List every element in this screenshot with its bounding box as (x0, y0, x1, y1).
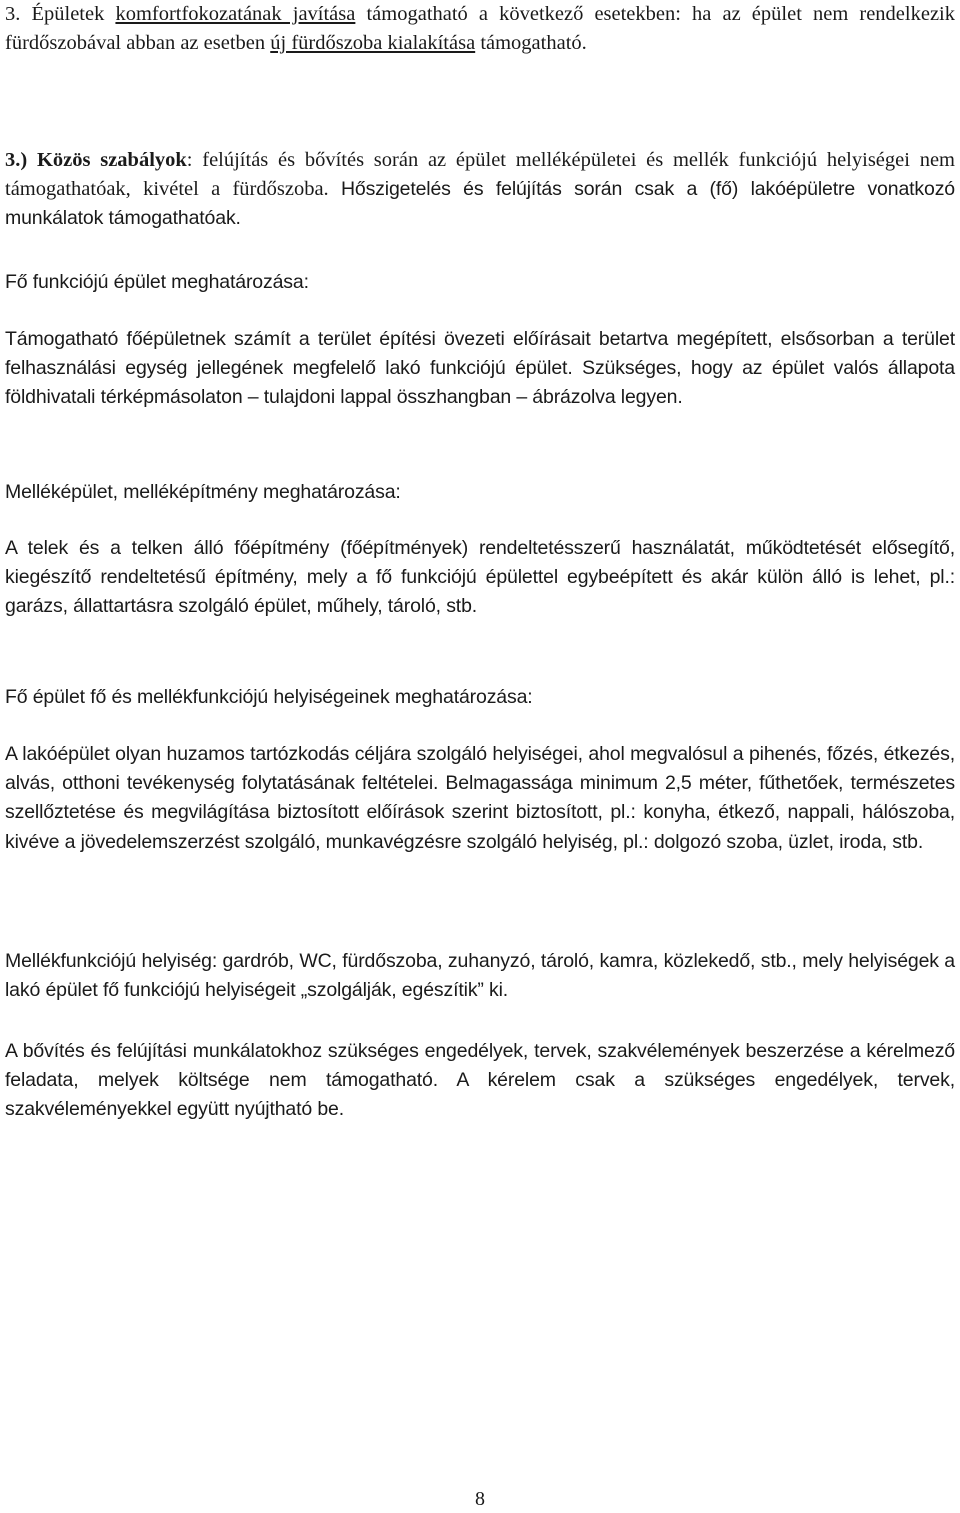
rooms-heading: Fő épület fő és mellékfunkciójú helyiségeinek meghatározása: (5, 686, 533, 708)
rooms-paragraph: A lakóépület olyan huzamos tartózkodás céljára szolgáló helyiségei, ahol megvalósul a pihenés, főzés, étkezés, alvás, otthoni tevékenység folytatásának feltételei. Belmagassága minimum 2,5 méter, fűthetőek, természetes szellőztetése és megvilágítása biztosított előírások szerint biztosított, pl.: konyha, étkező, nappali, hálószoba, kivéve a jövedelemszerzést szolgáló, munkavégzésre szolgáló helyiség, pl.: dolgozó szoba, üzlet, iroda, stb. (5, 743, 955, 853)
permits-paragraph: A bővítés és felújítási munkálatokhoz szükséges engedélyek, tervek, szakvélemények beszerzése a kérelmező feladata, melyek költsége nem támogatható. A kérelem csak a szükséges engedélyek, tervek, szakvéleményekkel együtt nyújtható be. (5, 1040, 955, 1121)
item-3-suffix: támogatható. (475, 32, 587, 55)
outbuilding-paragraph: A telek és a telken álló főépítmény (főépítmények) rendeltetésszerű használatát, működtetését elősegítő, kiegészítő rendeltetésű építmény, mely a fő funkciójú épülettel egybeépített és akár külön álló is lehet, pl.: garázs, állattartásra szolgáló épület, műhely, tároló, stb. (5, 537, 955, 618)
auxiliary-rooms-paragraph: Mellékfunkciójú helyiség: gardrób, WC, fürdőszoba, zuhanyzó, tároló, kamra, közlekedő, stb., mely helyiségek a lakó épület fő funkciójú helyiségeit „szolgálják, egészítik” ki. (5, 950, 955, 1002)
common-rules-heading: 3.) Közös szabályok (5, 149, 187, 171)
main-building-heading: Fő funkciójú épület meghatározása: (5, 271, 309, 293)
common-rules-paragraph (5, 146, 955, 234)
common-rules-text: : felújítás és bővítés során az épület melléképületei és mellék funkciójú helyiségei nem támogathatóak, kivétel a fürdőszoba. (5, 149, 955, 201)
item-3-prefix: 3. Épületek (5, 3, 116, 25)
item-3-paragraph (5, 0, 955, 58)
outbuilding-heading: Melléképület, melléképítmény meghatározása: (5, 481, 401, 503)
uj-furdoszoba-underlined-text: új fürdőszoba kialakítása (270, 32, 476, 55)
insulation-rule-text: Hőszigetelés és felújítás során csak a (fő) lakóépületre vonatkozó munkálatok támogathatóak. (5, 178, 956, 230)
main-building-paragraph: Támogatható főépületnek számít a terület építési övezeti előírásait betartva megépített, elsősorban a terület felhasználási egység jellegének megfelelő lakó funkciójú épület. Szükséges, hogy az épület valós állapota földhivatali térképmásolaton – tulajdoni lappal összhangban – ábrázolva legyen. (5, 328, 955, 409)
page-number: 8 (475, 1488, 485, 1510)
item-3-middle-text: támogatható a következő esetekben: ha az épület nem rendelkezik fürdőszobával abban az esetben (5, 3, 955, 55)
komfortfokozat-underlined-text: komfortfokozatának javítása (115, 3, 356, 25)
